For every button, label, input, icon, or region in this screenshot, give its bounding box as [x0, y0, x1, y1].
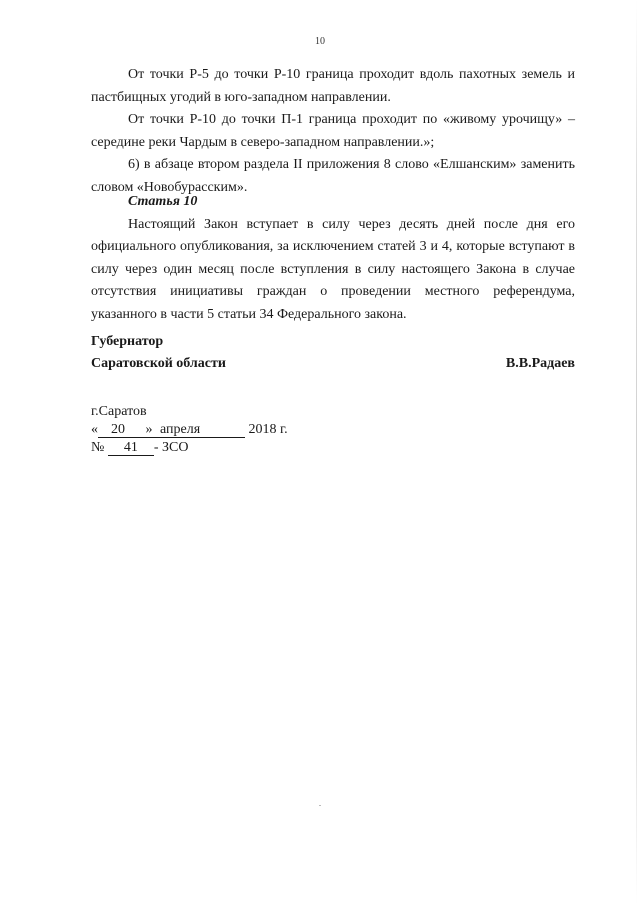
article-10 [91, 191, 575, 326]
document-number: 41 [108, 440, 154, 456]
date-day: 20 [98, 422, 138, 438]
signature-row [91, 353, 575, 375]
signatory-title-line1: Губернатор [91, 334, 164, 349]
paragraph-boundary-r10-p1: От точки Р-10 до точки П-1 граница проходит по «живому урочищу» – середине реки Чардым в северо-западном направлении.»; [91, 112, 575, 150]
quote-open: « [91, 422, 98, 437]
section-continuation [91, 64, 575, 199]
document-meta [91, 403, 288, 457]
city: г.Саратов [91, 404, 147, 419]
scan-edge [636, 0, 637, 905]
quote-close: » [138, 422, 160, 438]
date-month: апреля [160, 422, 245, 438]
paragraph-boundary-r5-r10: От точки Р-5 до точки Р-10 граница проходит вдоль пахотных земель и пастбищных угодий в юго-западном направлении. [91, 67, 575, 105]
number-suffix: - ЗСО [153, 440, 189, 455]
date-year: 2018 г. [248, 422, 288, 437]
number-line [91, 439, 288, 457]
number-sign: № [91, 440, 105, 455]
page-number: 10 [315, 36, 325, 47]
signatory-name: В.В.Радаев [505, 356, 575, 371]
signature-block [91, 331, 575, 375]
article-text: Настоящий Закон вступает в силу через десять дней после дня его официального опубликования, за исключением статей 3 и 4, которые вступают в силу через один месяц после вступления в силу настоящего Закона в случае отсутствия инициативы граждан о проведении местного референдума, указанного в части 5 статьи 34 Федерального закона. [91, 216, 575, 322]
paragraph-amendment-6: 6) в абзаце втором раздела II приложения 8 слово «Елшанским» заменить словом «Новобурасским». [91, 157, 575, 195]
signatory-title-line2: Саратовской области [91, 356, 226, 371]
scan-speck [319, 805, 321, 806]
article-heading: Статья 10 [128, 194, 198, 209]
date-line [91, 421, 288, 439]
